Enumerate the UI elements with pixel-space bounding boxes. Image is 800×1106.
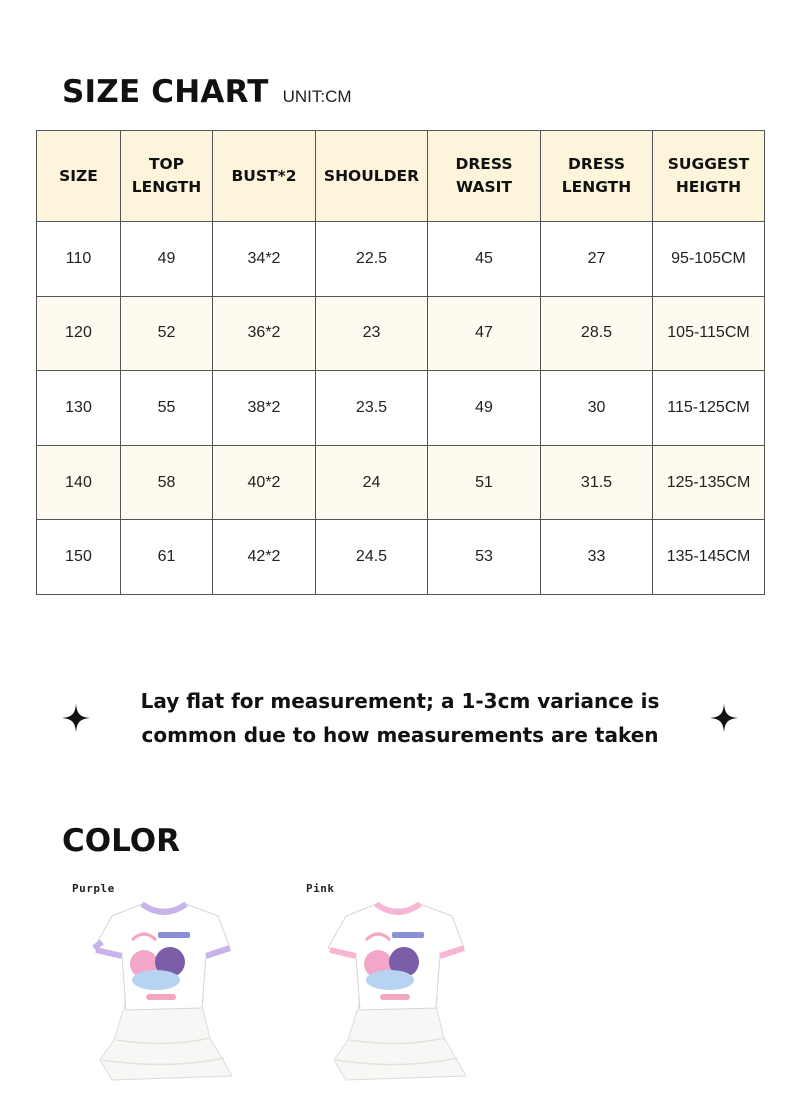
table-cell: 24 <box>316 445 428 520</box>
purple-outfit-image <box>72 898 262 1086</box>
unit-label: UNIT:CM <box>282 87 352 106</box>
table-cell: 52 <box>121 296 213 371</box>
table-header-row <box>37 131 765 222</box>
table-row <box>37 445 765 520</box>
table-cell: 130 <box>37 371 121 446</box>
table-cell: 40*2 <box>213 445 316 520</box>
table-cell: 34*2 <box>213 222 316 297</box>
measurement-note <box>62 684 738 752</box>
table-row <box>37 296 765 371</box>
table-cell: 125-135CM <box>653 445 765 520</box>
column-header: DRESS WASIT <box>428 131 541 222</box>
color-section-title: COLOR <box>62 823 180 859</box>
table-cell: 33 <box>541 520 653 595</box>
table-cell: 36*2 <box>213 296 316 371</box>
table-cell: 51 <box>428 445 541 520</box>
table-cell: 49 <box>428 371 541 446</box>
size-chart-title: SIZE CHART <box>62 74 269 110</box>
table-cell: 115-125CM <box>653 371 765 446</box>
table-row <box>37 222 765 297</box>
table-cell: 23 <box>316 296 428 371</box>
table-cell: 24.5 <box>316 520 428 595</box>
column-header: BUST*2 <box>213 131 316 222</box>
table-cell: 150 <box>37 520 121 595</box>
table-cell: 42*2 <box>213 520 316 595</box>
measurement-note-text: Lay flat for measurement; a 1-3cm variance is common due to how measurements are taken <box>140 689 660 747</box>
table-cell: 120 <box>37 296 121 371</box>
column-header: SHOULDER <box>316 131 428 222</box>
table-row <box>37 371 765 446</box>
sparkle-icon <box>710 704 738 732</box>
column-header: SUGGEST HEIGTH <box>653 131 765 222</box>
table-cell: 58 <box>121 445 213 520</box>
table-cell: 110 <box>37 222 121 297</box>
table-cell: 61 <box>121 520 213 595</box>
color-option-pink[interactable] <box>306 880 506 1086</box>
table-cell: 105-115CM <box>653 296 765 371</box>
color-option-label: Purple <box>72 882 115 895</box>
table-cell: 47 <box>428 296 541 371</box>
table-row <box>37 520 765 595</box>
color-option-purple[interactable] <box>72 880 272 1086</box>
column-header: DRESS LENGTH <box>541 131 653 222</box>
table-cell: 38*2 <box>213 371 316 446</box>
pink-outfit-image <box>306 898 496 1086</box>
table-cell: 45 <box>428 222 541 297</box>
table-cell: 28.5 <box>541 296 653 371</box>
column-header: TOP LENGTH <box>121 131 213 222</box>
table-cell: 22.5 <box>316 222 428 297</box>
table-cell: 95-105CM <box>653 222 765 297</box>
table-cell: 27 <box>541 222 653 297</box>
color-option-label: Pink <box>306 882 335 895</box>
table-cell: 53 <box>428 520 541 595</box>
table-cell: 140 <box>37 445 121 520</box>
table-cell: 23.5 <box>316 371 428 446</box>
table-cell: 135-145CM <box>653 520 765 595</box>
table-cell: 31.5 <box>541 445 653 520</box>
size-chart-heading <box>62 74 352 110</box>
table-cell: 30 <box>541 371 653 446</box>
size-table <box>36 130 765 595</box>
table-cell: 55 <box>121 371 213 446</box>
sparkle-icon <box>62 704 90 732</box>
table-cell: 49 <box>121 222 213 297</box>
column-header: SIZE <box>37 131 121 222</box>
